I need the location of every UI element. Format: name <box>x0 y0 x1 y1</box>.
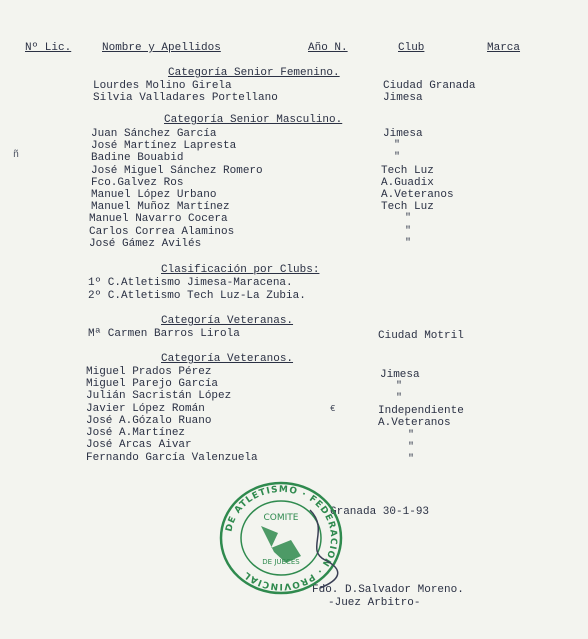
signer-name: Fdo. D.Salvador Moreno. <box>312 584 464 596</box>
athlete-name: José A.Martínez <box>86 427 186 439</box>
header-lic: Nº Lic. <box>25 42 72 54</box>
ditto-mark: " <box>408 454 415 465</box>
athlete-name: Manuel Navarro Cocera <box>89 213 228 225</box>
stamp-ring-text: DE ATLETISMO · FEDERACION · PROVINCIAL <box>224 484 339 592</box>
ditto-mark: " <box>396 393 403 404</box>
athlete-name: Mª Carmen Barros Lirola <box>88 328 240 340</box>
athlete-name: Manuel López Urbano <box>91 189 217 201</box>
margin-mark: € <box>330 404 336 414</box>
athlete-name: Julián Sacristán López <box>86 390 232 402</box>
club-ranking-1: 1º C.Atletismo Jimesa-Maracena. <box>88 277 293 289</box>
athlete-name: José Miguel Sánchez Romero <box>91 165 263 177</box>
athlete-club: A.Veteranos <box>378 417 451 429</box>
athlete-name: José Arcas Aivar <box>86 439 192 451</box>
ditto-mark: " <box>405 213 412 224</box>
section-title-senior-femenino: Categoría Senior Femenino. <box>168 67 340 79</box>
header-club: Club <box>398 42 425 54</box>
athlete-club: Tech Luz <box>381 165 434 177</box>
athlete-name: Manuel Muñoz Martínez <box>91 201 230 213</box>
athlete-name: Lourdes Molino Girela <box>93 80 232 92</box>
section-title-veteranas: Categoría Veteranas. <box>161 315 294 327</box>
athlete-name: José Martínez Lapresta <box>91 140 237 152</box>
athlete-club: A.Veteranos <box>381 189 454 201</box>
athlete-club: Jimesa <box>383 92 423 104</box>
section-title-clubs: Clasificación por Clubs: <box>161 264 320 276</box>
place-date: Granada 30-1-93 <box>330 506 430 518</box>
athlete-name: Fernando García Valenzuela <box>86 452 258 464</box>
athlete-name: Juan Sánchez García <box>91 128 217 140</box>
athlete-name: José A.Gózalo Ruano <box>86 415 212 427</box>
signature-icon <box>300 500 360 590</box>
header-marca: Marca <box>487 42 521 54</box>
ditto-mark: " <box>408 442 415 453</box>
athlete-name: Carlos Correa Alaminos <box>89 226 235 238</box>
stamp-center-top: COMITE <box>263 513 299 523</box>
athlete-name: Javier López Román <box>86 403 205 415</box>
club-ranking-2: 2º C.Atletismo Tech Luz-La Zubia. <box>88 290 306 302</box>
athlete-club: Ciudad Motril <box>378 330 464 342</box>
header-ano: Año N. <box>308 42 348 54</box>
ditto-mark: " <box>405 226 412 237</box>
ditto-mark: " <box>408 430 415 441</box>
athlete-club: Independiente <box>378 405 464 417</box>
section-title-veteranos: Categoría Veteranos. <box>161 353 294 365</box>
athlete-name: Fco.Galvez Ros <box>91 177 184 189</box>
athlete-name: Miguel Parejo García <box>86 378 219 390</box>
signer-role: -Juez Arbitro- <box>328 597 421 609</box>
athlete-name: José Gámez Avilés <box>89 238 202 250</box>
athlete-club: Ciudad Granada <box>383 80 476 92</box>
ditto-mark: " <box>394 152 401 163</box>
athlete-club: Jimesa <box>380 369 420 381</box>
header-nombre: Nombre y Apellidos <box>102 42 221 54</box>
ditto-mark: " <box>405 238 412 249</box>
athlete-name: Badine Bouabid <box>91 152 184 164</box>
section-title-senior-masculino: Categoría Senior Masculino. <box>164 114 343 126</box>
athlete-club: Tech Luz <box>381 201 434 213</box>
athlete-name: Silvia Valladares Portellano <box>93 92 278 104</box>
athlete-club: Jimesa <box>383 128 423 140</box>
ditto-mark: " <box>394 140 401 151</box>
margin-mark: ñ <box>13 150 20 161</box>
athlete-name: Miguel Prados Pérez <box>86 366 212 378</box>
ditto-mark: " <box>396 381 403 392</box>
athlete-club: A.Guadix <box>381 177 434 189</box>
stamp-center-bottom: DE JUECES <box>262 558 300 566</box>
